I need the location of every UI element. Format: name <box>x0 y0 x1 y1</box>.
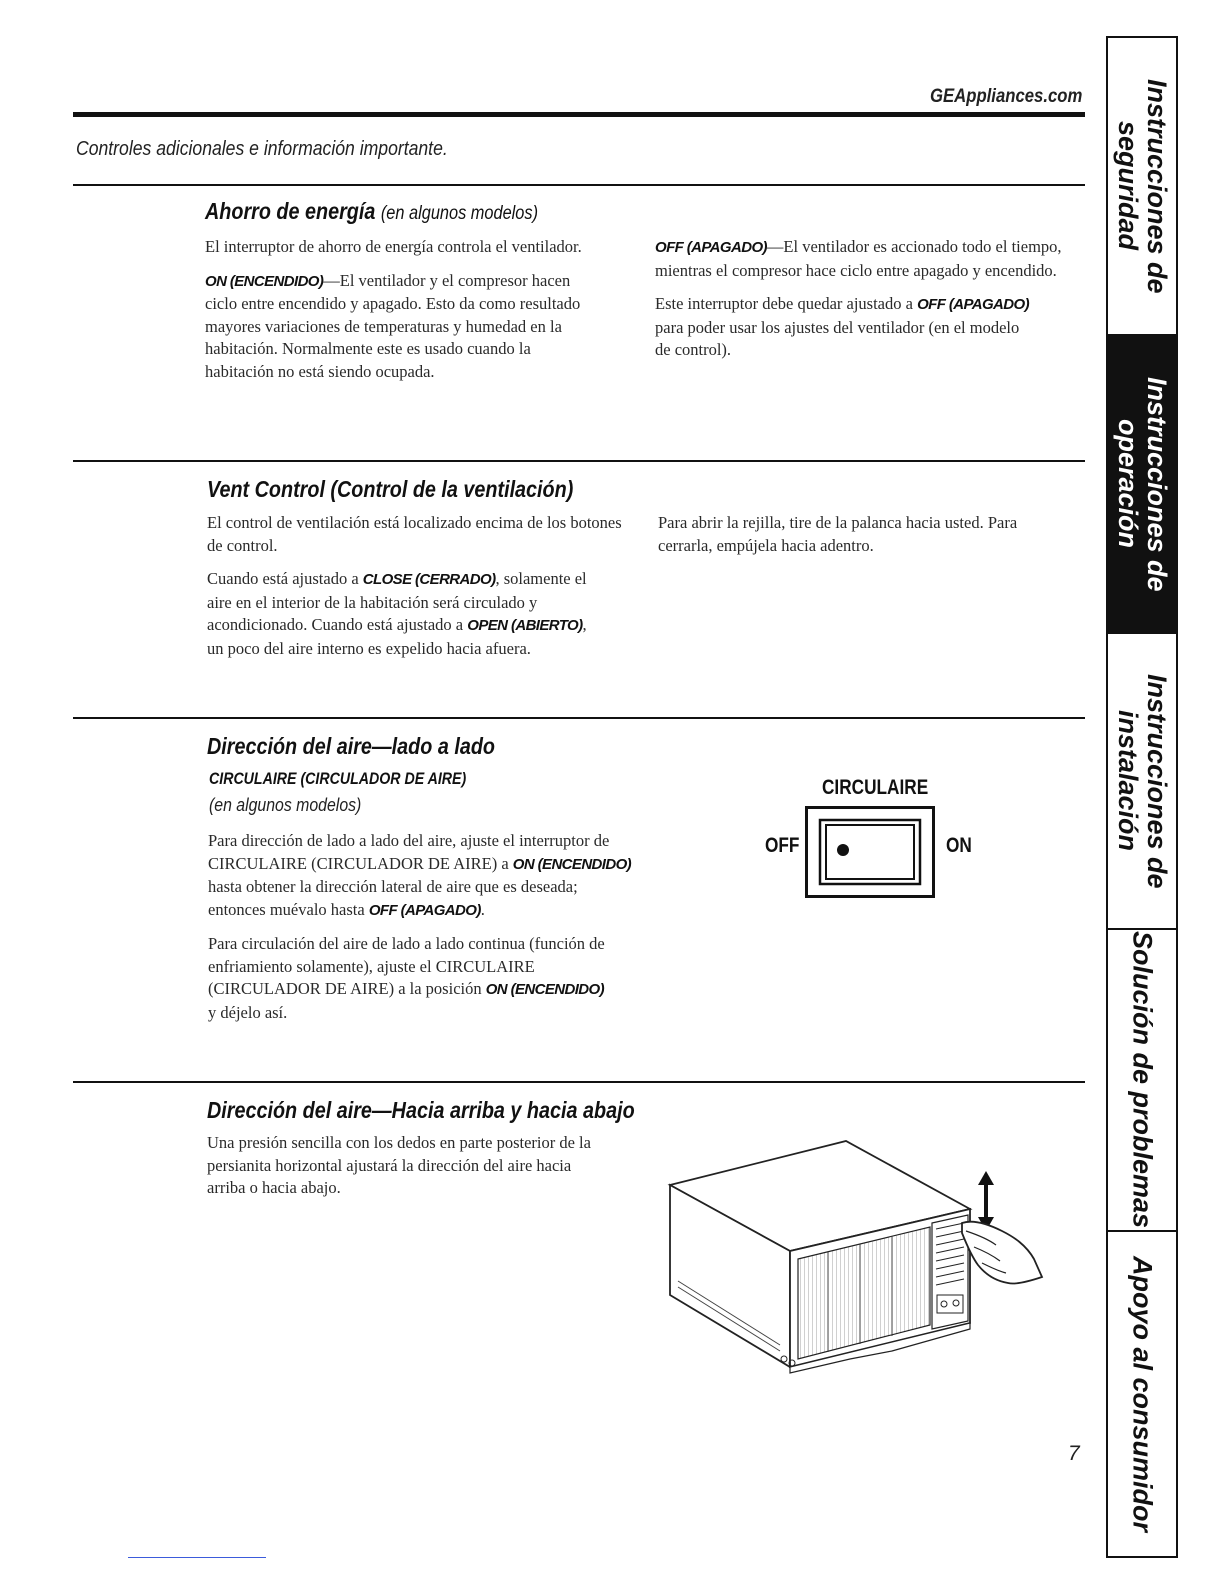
vent-text-c: , un poco del aire interno es expelido hacia afuera. <box>207 615 587 658</box>
energy-switch-paragraph <box>655 293 1030 362</box>
updown-column <box>207 1132 592 1200</box>
side-text-a: Para dirección de lado a lado del aire, ajuste el interruptor de CIRCULAIRE (CIRCULADOR DE AIRE) a <box>208 831 610 873</box>
updown-paragraph: Una presión sencilla con los dedos en parte posterior de la persianita horizontal ajustará la dirección del aire hacia arriba o hacia abajo. <box>207 1133 591 1197</box>
tab-consumer-support-label: Apoyo al consumidor <box>1127 1255 1158 1533</box>
tab-installation[interactable] <box>1108 634 1176 930</box>
off-keyword: OFF (APAGADO) <box>368 901 481 919</box>
energy-switch-text-a: Este interruptor debe quedar ajustado a <box>655 294 918 313</box>
side-text-d: Para circulación del aire de lado a lado continua (función de enfriamiento solamente), ajuste el CIRCULAIRE (CIRCULADOR DE AIRE) a la posición <box>208 934 605 998</box>
vent-settings-paragraph <box>207 568 607 660</box>
tab-troubleshooting-label: Solución de problemas <box>1127 931 1158 1229</box>
circulaire-switch-diagram <box>805 806 935 898</box>
on-keyword: ON (ENCENDIDO) <box>485 981 604 998</box>
side-title: Dirección del aire—lado a lado <box>207 733 496 759</box>
open-keyword: OPEN (ABIERTO) <box>467 617 583 634</box>
energy-on-text: —El ventilador y el compresor hacen ciclo entre encendido y apagado. Esto da como resultado mayores variaciones de temperaturas y humedad en la habitación. Normalmente este es usado cuando la habitación no está siendo ocupada. <box>205 270 581 381</box>
section-divider <box>73 460 1085 462</box>
side-paragraph <box>208 830 638 922</box>
section-divider <box>73 1081 1085 1083</box>
tab-label-line2: operación <box>1113 419 1143 549</box>
side-note: (en algunos modelos) <box>209 795 362 815</box>
switch-on-label: ON <box>946 834 972 857</box>
on-keyword: ON (ENCENDIDO) <box>205 272 324 290</box>
circulaire-subhead: CIRCULAIRE (CIRCULADOR DE AIRE) <box>209 770 467 788</box>
vent-title: Vent Control (Control de la ventilación) <box>207 476 574 502</box>
vent-left-column <box>207 512 627 660</box>
tab-label-line2: instalación <box>1113 710 1143 852</box>
switch-indicator-dot <box>837 844 849 856</box>
energy-on-paragraph <box>205 270 595 384</box>
energy-right-column <box>655 236 1075 362</box>
side-continuous-paragraph <box>208 933 613 1024</box>
close-keyword: CLOSE (CERRADO) <box>362 571 496 588</box>
tab-operation-label <box>1113 377 1171 592</box>
energy-title-text: Ahorro de energía <box>205 198 376 224</box>
tab-label-line2: seguridad <box>1113 121 1143 251</box>
energy-paragraph: El interruptor de ahorro de energía controla el ventilador. <box>205 237 582 256</box>
section-divider <box>73 184 1085 186</box>
vent-right-column <box>658 512 1073 557</box>
footer-rule <box>128 1557 266 1558</box>
vent-lever-paragraph: Para abrir la rejilla, tire de la palanca hacia usted. Para cerrarla, empújela hacia adentro. <box>658 513 1018 555</box>
page-subtitle: Controles adicionales e información importante. <box>76 138 448 160</box>
off-keyword: OFF (APAGADO) <box>917 296 1029 313</box>
header-rule <box>73 112 1085 117</box>
updown-title: Dirección del aire—Hacia arriba y hacia abajo <box>207 1097 635 1123</box>
tab-safety[interactable] <box>1108 38 1176 336</box>
energy-off-text: —El ventilador es accionado todo el tiempo, mientras el compresor hace ciclo entre apagado y encendido. <box>655 237 1062 280</box>
section-divider <box>73 717 1085 719</box>
vent-paragraph: El control de ventilación está localizado encima de los botones de control. <box>207 513 622 555</box>
energy-left-column <box>205 236 595 383</box>
tab-installation-label <box>1113 674 1171 889</box>
side-text-c: . <box>480 899 485 919</box>
tab-operation[interactable] <box>1108 336 1176 634</box>
vent-text-a: Cuando está ajustado a <box>207 569 363 588</box>
off-keyword: OFF (APAGADO) <box>655 239 767 256</box>
tab-consumer-support[interactable] <box>1108 1232 1176 1556</box>
side-column <box>208 830 638 1024</box>
energy-off-paragraph <box>655 236 1075 282</box>
tab-troubleshooting[interactable] <box>1108 930 1176 1232</box>
tab-label-line1: Instrucciones de <box>1142 78 1172 294</box>
circulaire-switch-title: CIRCULAIRE <box>822 776 929 799</box>
page-number: 7 <box>1068 1442 1080 1465</box>
energy-switch-text-b: para poder usar los ajustes del ventilador (en el modelo de control). <box>655 317 1020 359</box>
tab-label-line1: Instrucciones de <box>1142 376 1172 592</box>
side-text-e: y déjelo así. <box>208 1002 288 1022</box>
energy-title-note: (en algunos modelos) <box>380 203 539 224</box>
air-conditioner-illustration <box>660 1135 1060 1380</box>
side-text-b: hasta obtener la dirección lateral de aire que es deseada; entonces muévalo hasta <box>208 877 578 919</box>
switch-off-label: OFF <box>765 834 800 857</box>
tab-label-line1: Instrucciones de <box>1142 673 1172 889</box>
on-keyword: ON (ENCENDIDO) <box>512 855 632 873</box>
tab-safety-label <box>1113 79 1171 294</box>
energy-title <box>205 198 538 225</box>
vent-text-b: , solamente el aire en el interior de la habitación será circulado y acondicionado. Cuando está ajustado a <box>207 569 587 634</box>
site-url: GEAppliances.com <box>930 86 1083 107</box>
